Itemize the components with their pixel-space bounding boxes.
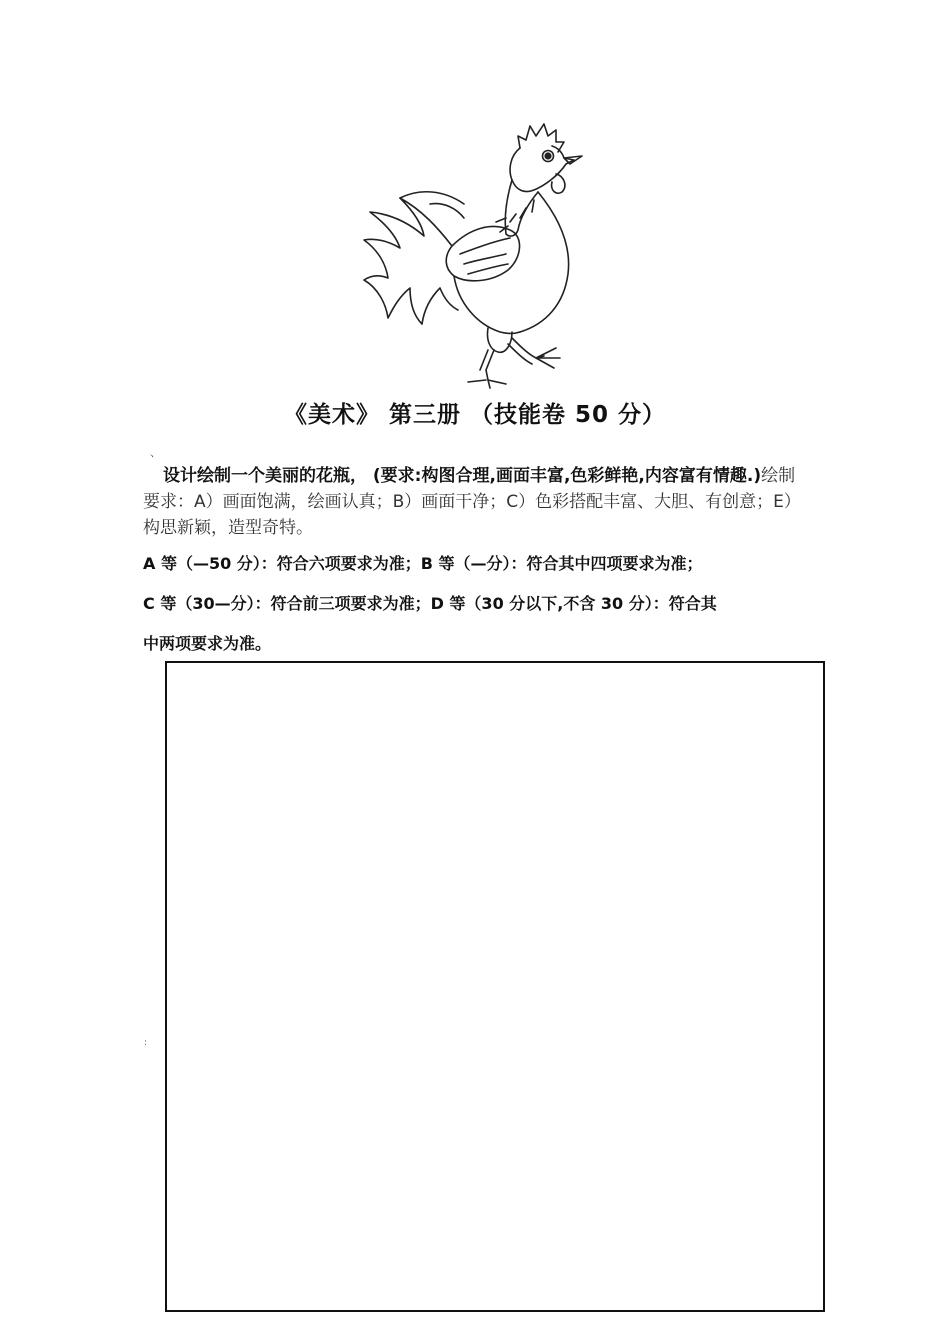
rooster-leg-front	[512, 338, 560, 368]
task-requirement-bold: 设计绘制一个美丽的花瓶， (要求:构图合理,画面丰富,色彩鲜艳,内容富有情趣.)	[163, 466, 762, 486]
rooster-body	[454, 276, 520, 334]
page-title: 《美术》 第三册 （技能卷 50 分）	[283, 402, 667, 428]
grading-line-3: 中两项要求为准。	[143, 634, 272, 653]
rooster-breast	[520, 192, 569, 332]
rooster-wing	[446, 227, 519, 281]
grading-line-1: A 等（—50 分）：符合六项要求为准；B 等（—分）：符合其中四项要求为准；	[143, 554, 703, 573]
rooster-tail	[364, 198, 458, 324]
margin-mark: :	[144, 1038, 148, 1048]
margin-tick-mark: 、	[150, 446, 161, 459]
drawing-answer-box[interactable]	[165, 661, 825, 1312]
grading-line-2: C 等（30—分）：符合前三项要求为准；D 等（30 分以下,不含 30 分）：符合其	[143, 594, 717, 613]
task-instructions	[143, 463, 810, 541]
rooster-leg-back	[468, 350, 506, 388]
rooster-illustration	[360, 118, 592, 390]
task-drawing-criteria: 绘制要求：A）画面饱满，绘画认真；B）画面干净；C）色彩搭配丰富、大胆、有创意；E）构思新颖，造型奇特。	[143, 466, 801, 538]
